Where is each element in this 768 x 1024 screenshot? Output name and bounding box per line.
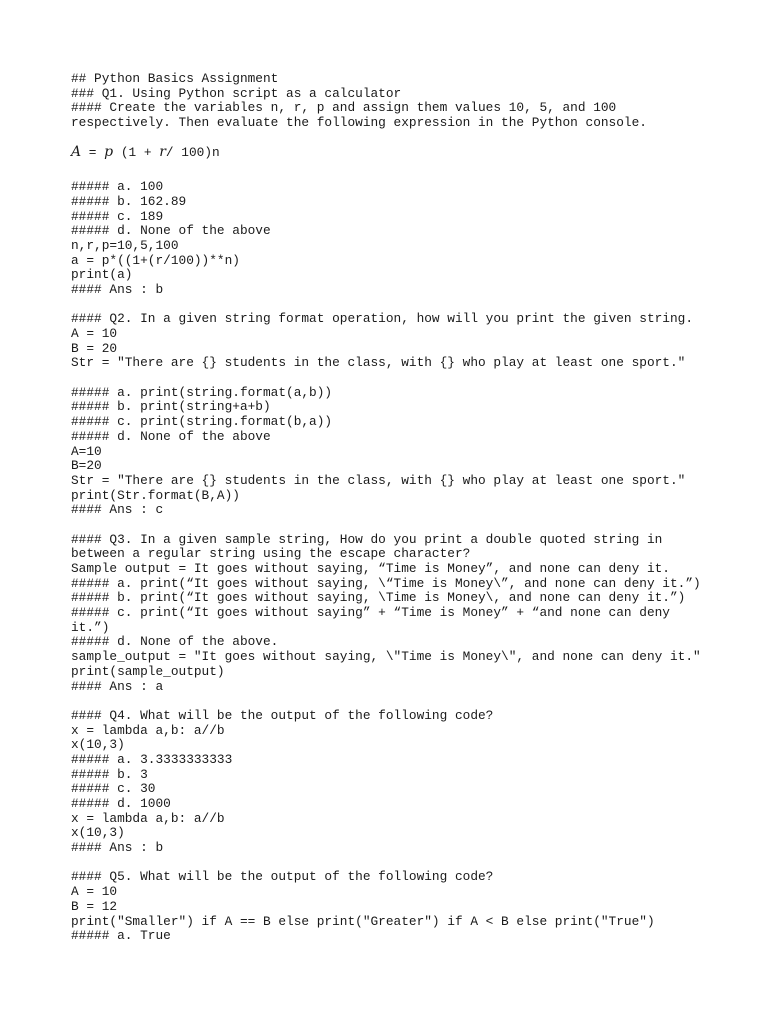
q3-sample-output: Sample output = It goes without saying, “Time is Money”, and none can deny it. <box>71 561 670 576</box>
q4-option-b: ##### b. 3 <box>71 766 148 782</box>
q4-code-line: x = lambda a,b: a//b <box>71 810 225 826</box>
q2-option-c: ##### c. print(string.format(b,a)) <box>71 414 333 430</box>
q5-option-a: ##### a. True <box>71 928 171 944</box>
q3-code-line: sample_output = "It goes without saying, \"Time is Money\", and none can deny it." <box>71 649 701 665</box>
q3-option-a: ##### a. print(“It goes without saying, \“Time is Money\”, and none can deny it.”) <box>71 575 701 591</box>
document-page <box>71 72 711 944</box>
q1-code-line: n,r,p=10,5,100 <box>71 237 179 253</box>
q3-option-b: ##### b. print(“It goes without saying, \Time is Money\, and none can deny it.”) <box>71 590 686 606</box>
q1-heading: ### Q1. Using Python script as a calculator <box>71 85 402 101</box>
q4-given-line: x = lambda a,b: a//b <box>71 722 225 738</box>
q3-heading-line-2: between a regular string using the escape character? <box>71 546 471 562</box>
q3-answer: #### Ans : a <box>71 678 164 694</box>
q3-option-d: ##### d. None of the above. <box>71 634 279 650</box>
q5-heading: #### Q5. What will be the output of the following code? <box>71 869 494 885</box>
formula-var-a: A <box>71 143 82 160</box>
q4-given-line: x(10,3) <box>71 737 125 753</box>
q1-formula <box>71 145 711 160</box>
q2-option-a: ##### a. print(string.format(a,b)) <box>71 384 333 400</box>
q4-code-line: x(10,3) <box>71 825 125 841</box>
q2-code-line: B=20 <box>71 458 102 474</box>
q5-given-line: A = 10 <box>71 884 118 900</box>
q4-heading: #### Q4. What will be the output of the following code? <box>71 707 494 723</box>
q1-code-line: print(a) <box>71 267 133 283</box>
q3-option-c: ##### c. print(“It goes without saying” + “Time is Money” + “and none can deny <box>71 605 670 621</box>
formula-equals: = <box>81 144 105 160</box>
q3-code-line: print(sample_output) <box>71 663 225 679</box>
q1-option-a: ##### a. 100 <box>71 179 164 195</box>
q2-heading: #### Q2. In a given string format operation, how will you print the given string. <box>71 311 694 327</box>
q2-code-line: print(Str.format(B,A)) <box>71 487 240 503</box>
q1-instruction-line-2: respectively. Then evaluate the following expression in the Python console. <box>71 115 647 131</box>
formula-var-p: p <box>104 143 114 160</box>
q2-given-line: B = 20 <box>71 340 118 356</box>
q1-option-c: ##### c. 189 <box>71 208 164 224</box>
q1-answer: #### Ans : b <box>71 281 164 297</box>
q2-code-line: Str = "There are {} students in the class, with {} who play at least one sport." <box>71 472 686 488</box>
q1-code-line: a = p*((1+(r/100))**n) <box>71 252 240 268</box>
q3-heading-line-1: #### Q3. In a given sample string, How do you print a double quoted string in <box>71 531 663 547</box>
q2-given-line: Str = "There are {} students in the class, with {} who play at least one sport." <box>71 355 686 371</box>
q1-instruction-line-1: #### Create the variables n, r, p and assign them values 10, 5, and 100 <box>71 100 617 116</box>
formula-var-r: r <box>159 143 166 160</box>
q2-option-b: ##### b. print(string+a+b) <box>71 399 271 415</box>
q5-given-line: B = 12 <box>71 898 118 914</box>
q4-option-a: ##### a. 3.3333333333 <box>71 751 233 767</box>
formula-rest: / 100)n <box>165 144 220 160</box>
q3-option-c-continued: it.”) <box>71 619 110 635</box>
q4-answer: #### Ans : b <box>71 840 164 856</box>
formula-open: (1 + <box>113 144 160 160</box>
q4-option-c: ##### c. 30 <box>71 781 156 797</box>
q2-code-line: A=10 <box>71 443 102 459</box>
document-title: ## Python Basics Assignment <box>71 71 279 86</box>
q5-given-line: print("Smaller") if A == B else print("Greater") if A < B else print("True") <box>71 913 655 929</box>
q2-answer: #### Ans : c <box>71 502 164 518</box>
q1-option-d: ##### d. None of the above <box>71 223 271 239</box>
q4-option-d: ##### d. 1000 <box>71 796 171 811</box>
q2-option-d: ##### d. None of the above <box>71 428 271 444</box>
q2-given-line: A = 10 <box>71 326 118 341</box>
q1-option-b: ##### b. 162.89 <box>71 193 187 209</box>
